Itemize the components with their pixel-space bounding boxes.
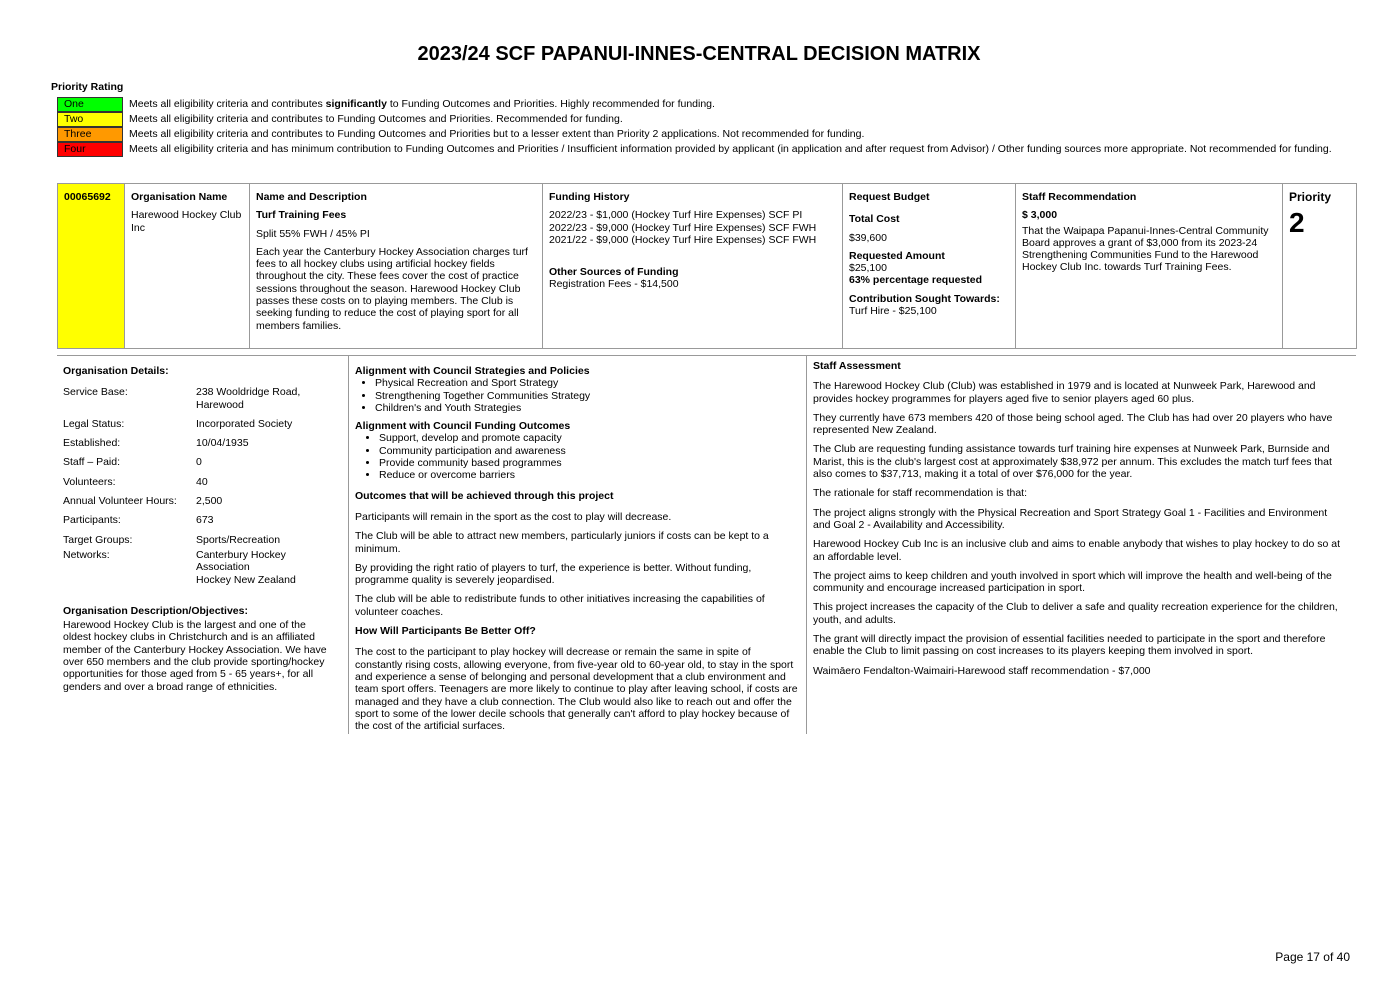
funding-history-cell	[543, 184, 843, 349]
outcome-paragraph: Participants will remain in the sport as the cost to play will decrease.	[355, 510, 672, 523]
priority-desc-three: Meets all eligibility criteria and contributes to Funding Outcomes and Priorities but to a lesser extent than Priority 2 applications. Not recommended for funding.	[129, 128, 865, 140]
service-base-label: Service Base:	[63, 386, 128, 399]
legal-status-label: Legal Status:	[63, 417, 125, 430]
page-number: Page 17 of 40	[1275, 950, 1350, 964]
assessment-paragraph: The grant will directly impact the provision of essential facilities needed to participate in the sport and therefore enable the Club to limit passing on cost increases to its players keeping them involved in sport.	[813, 633, 1326, 658]
volunteer-hours-value: 2,500	[196, 495, 223, 508]
funding-outcome-item: • Provide community based programmes	[379, 457, 799, 469]
request-budget-header: Request Budget	[849, 191, 930, 203]
priority-value: 2	[1289, 207, 1305, 239]
outcome-paragraph: The club will be able to redistribute funds to other initiatives increasing the capabilities of volunteer coaches.	[355, 593, 765, 618]
requested-amount-label: Requested Amount	[849, 249, 945, 262]
staff-recommendation-text: That the Waipapa Papanui-Innes-Central Community Board approves a grant of $3,000 from its 2023-24 Strengthening Communities Fund to the Harewood Hockey Club Inc. towards Turf Training Fees.	[1022, 224, 1269, 274]
organisation-details-column	[57, 356, 342, 693]
assessment-paragraph: Waimāero Fendalton-Waimairi-Harewood staff recommendation - $7,000	[813, 664, 1151, 677]
funding-outcomes-list	[355, 432, 799, 481]
organisation-name: Harewood Hockey Club Inc	[131, 209, 242, 234]
organisation-description-text: Harewood Hockey Club is the largest and one of the oldest hockey clubs in Christchurch and is an affiliated member of the Canterbury Hockey Association. We have over 650 members and the club provide sporting/hockey opportunities for those aged from 5 - 65 years+, for all genders and over a broad range of ethnicities.	[63, 619, 327, 693]
priority-desc-four: Meets all eligibility criteria and has minimum contribution to Funding Outcomes and Priorities / Insufficient information provided by applicant (in application and after request from Advisor) / Other funding sources more appropriate. Not recommended for funding.	[129, 143, 1332, 155]
total-cost-label: Total Cost	[849, 213, 900, 226]
networks-label: Networks:	[63, 548, 110, 561]
detail-row-established	[63, 437, 336, 449]
funding-split: Split 55% FWH / 45% PI	[256, 227, 370, 240]
strategy-item: • Strengthening Together Communities Strategy	[375, 390, 799, 402]
detail-row-target-groups	[63, 534, 336, 546]
staff-paid-value: 0	[196, 456, 202, 469]
strategies-heading: Alignment with Council Strategies and Policies	[355, 365, 590, 377]
other-sources: Registration Fees - $14,500	[549, 278, 679, 291]
service-base-value: 238 Wooldridge Road, Harewood	[196, 386, 301, 411]
funding-outcomes-heading: Alignment with Council Funding Outcomes	[355, 420, 571, 433]
volunteer-hours-label: Annual Volunteer Hours:	[63, 495, 177, 508]
priority-swatch-one: One	[57, 97, 123, 112]
application-table	[57, 183, 1357, 349]
better-off-heading: How Will Participants Be Better Off?	[355, 625, 536, 638]
network-item: Hockey New Zealand	[196, 573, 296, 586]
assessment-paragraph: Harewood Hockey Cub Inc is an inclusive club and aims to enable anybody that wishes to play hockey to do so at an affordable level.	[813, 538, 1341, 563]
staff-paid-label: Staff – Paid:	[63, 456, 121, 469]
percentage-requested: 63% percentage requested	[849, 274, 983, 287]
outcomes-heading: Outcomes that will be achieved through this project	[355, 489, 614, 502]
outcome-paragraph: By providing the right ratio of players to turf, the experience is better. Without funding, programme quality is severely jeopardised.	[355, 561, 752, 587]
priority-legend-row	[57, 97, 1347, 112]
detail-row-service-base	[63, 386, 336, 411]
contribution: Turf Hire - $25,100	[849, 305, 937, 318]
established-value: 10/04/1935	[196, 437, 249, 450]
detail-row-staff-paid	[63, 456, 336, 468]
contribution-label: Contribution Sought Towards:	[849, 292, 1000, 305]
other-sources-header: Other Sources of Funding	[549, 266, 679, 279]
alignment-column	[348, 356, 805, 734]
assessment-paragraph: The Harewood Hockey Club (Club) was established in 1979 and is located at Nunweek Park, Harewood and provides hockey programmes for players aged five to senior players aged 60 plus.	[813, 380, 1316, 405]
funding-outcome-item: • Support, develop and promote capacity	[379, 432, 799, 444]
priority-rating-heading: Priority Rating	[51, 81, 124, 93]
networks-value	[196, 549, 336, 586]
priority-header: Priority	[1289, 190, 1332, 204]
strategy-item: • Physical Recreation and Sport Strategy	[375, 377, 799, 389]
name-description-header: Name and Description	[256, 191, 367, 203]
organisation-description-heading: Organisation Description/Objectives:	[63, 604, 248, 617]
request-budget-cell	[843, 184, 1016, 349]
participants-value: 673	[196, 514, 214, 527]
priority-legend	[57, 97, 1347, 157]
organisation-name-cell	[125, 184, 250, 349]
application-code: 00065692	[58, 184, 125, 349]
funding-history-header: Funding History	[549, 191, 630, 203]
staff-recommendation-header: Staff Recommendation	[1022, 191, 1137, 203]
volunteers-value: 40	[196, 475, 208, 488]
priority-cell	[1283, 184, 1357, 349]
priority-legend-row	[57, 112, 1347, 127]
assessment-paragraph: The rationale for staff recommendation is that:	[813, 487, 1027, 500]
funding-history-item: 2021/22 - $9,000 (Hockey Turf Hire Expenses) SCF FWH	[549, 233, 817, 246]
staff-recommendation-amount: $ 3,000	[1022, 209, 1058, 222]
assessment-paragraph: This project increases the capacity of the Club to deliver a safe and quality recreation experience for the children, youth, and adults.	[813, 601, 1338, 626]
participants-label: Participants:	[63, 514, 121, 527]
better-off-text: The cost to the participant to play hockey will decrease or remain the same in spite of constantly rising costs, allowing everyone, from five-year old to 60-year old, to stay in the sport and experience a sense of belonging and personal development that a club environment and team sport offers. Teenagers are more likely to continue to play after leaving school, if costs are managed and they have a club connection. The Club would also like to reach out and offer the sport to some of the lower decile schools that generally can't afford to play hockey because of the cost of the artificial surfaces.	[355, 646, 798, 733]
priority-legend-row	[57, 142, 1347, 157]
application-row	[58, 184, 1357, 349]
organisation-details-heading: Organisation Details:	[63, 365, 169, 377]
funding-history-item: 2022/23 - $9,000 (Hockey Turf Hire Expenses) SCF FWH	[549, 221, 817, 234]
detail-row-legal-status	[63, 418, 336, 430]
priority-desc-one: Meets all eligibility criteria and contributes significantly to Funding Outcomes and Priorities. Highly recommended for funding.	[129, 98, 715, 110]
strategies-list	[355, 377, 799, 414]
assessment-paragraph: The project aims to keep children and youth involved in sport which will improve the health and well-being of the community and encourage increased participation in sport.	[813, 569, 1332, 595]
outcome-paragraph: The Club will be able to attract new members, particularly juniors if costs can be kept to a minimum.	[355, 530, 769, 555]
funding-outcome-item: • Reduce or overcome barriers	[379, 469, 799, 481]
total-cost: $39,600	[849, 231, 887, 244]
detail-row-volunteer-hours	[63, 495, 336, 507]
staff-assessment-heading: Staff Assessment	[813, 360, 901, 372]
staff-recommendation-cell	[1016, 184, 1283, 349]
assessment-paragraph: The project aligns strongly with the Physical Recreation and Sport Strategy Goal 1 - Facilities and Environment and Goal 2 - Availability and Accessibility.	[813, 506, 1328, 531]
funding-outcome-item: • Community participation and awareness	[379, 445, 799, 457]
legal-status-value: Incorporated Society	[196, 417, 293, 430]
volunteers-label: Volunteers:	[63, 475, 116, 488]
requested-amount: $25,100	[849, 262, 887, 275]
detail-row-networks	[63, 549, 336, 586]
priority-swatch-three: Three	[57, 127, 123, 142]
target-groups-value: Sports/Recreation	[196, 533, 281, 546]
project-name: Turf Training Fees	[256, 209, 347, 222]
priority-swatch-two: Two	[57, 112, 123, 127]
staff-assessment-column	[806, 356, 1353, 734]
assessment-paragraph: They currently have 673 members 420 of those being school aged. The Club has had over 20 players who have represented New Zealand.	[813, 411, 1333, 437]
priority-legend-row	[57, 127, 1347, 142]
funding-history-item: 2022/23 - $1,000 (Hockey Turf Hire Expenses) SCF PI	[549, 209, 803, 222]
project-description: Each year the Canterbury Hockey Association charges turf fees to all hockey clubs using artificial hockey fields throughout the city. These fees cover the cost of practice sessions throughout the season. Harewood Hockey Club passes these costs on to playing members. The Club is seeking funding to reduce the cost of playing sport for all members families.	[256, 245, 528, 332]
assessment-paragraph: The Club are requesting funding assistance towards turf training hire expenses at Nunweek Park, Burnside and Marist, this is the club's largest cost at approximately $38,972 per annum. This excludes the match turf fees that also comes to $37,713, making it a total of over $76,000 for the year.	[813, 443, 1332, 481]
priority-swatch-four: Four	[57, 142, 123, 157]
network-item: Canterbury Hockey Association	[196, 548, 286, 574]
detail-row-participants	[63, 514, 336, 526]
detail-row-volunteers	[63, 476, 336, 488]
strategy-item: • Children's and Youth Strategies	[375, 402, 799, 414]
name-description-cell	[250, 184, 543, 349]
document-title: 2023/24 SCF PAPANUI-INNES-CENTRAL DECISION MATRIX	[417, 43, 981, 65]
priority-desc-two: Meets all eligibility criteria and contributes to Funding Outcomes and Priorities. Recommended for funding.	[129, 113, 623, 125]
target-groups-label: Target Groups:	[63, 533, 133, 546]
established-label: Established:	[63, 437, 121, 450]
organisation-name-header: Organisation Name	[131, 191, 228, 203]
